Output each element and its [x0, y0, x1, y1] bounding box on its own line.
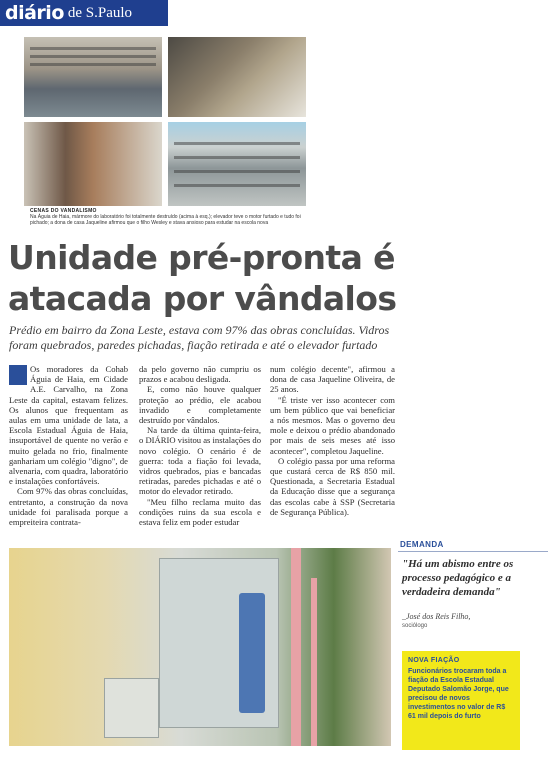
dropcap-marker: [9, 365, 27, 385]
paragraph: da pelo governo não cumpriu os prazos e acabou desligada.: [139, 364, 261, 385]
paragraph: Na tarde da última quinta-feira, o DIÁRIO visitou as instalações do novo colégio. O cenário é de guerra: toda a fiação foi levada, vidros quebrados, pias e bancadas retiradas, paredes pichadas e até o motor do elevador retirado.: [139, 425, 261, 497]
worker-figure: [239, 593, 265, 713]
paragraph: num colégio decente", afirmou a dona de casa Jaqueline Oliveira, de 25 anos.: [270, 364, 395, 395]
quote-author-role: sociólogo: [402, 623, 428, 629]
pink-pipe: [311, 578, 317, 746]
newspaper-logo-sub: de S.Paulo: [67, 4, 133, 21]
quote-author: _José dos Reis Filho,: [402, 612, 471, 621]
paragraph: Com 97% das obras concluídas, entretanto, a construção da nova unidade foi paralisada porque a empreiteira contrata-: [9, 486, 128, 528]
photo-laboratory: [24, 37, 162, 117]
pull-quote: "Há um abismo entre os processo pedagógico e a verdadeira demanda": [402, 558, 514, 598]
info-box: [402, 651, 520, 750]
article-headline: Unidade pré-pronta é atacada por vândalos: [8, 238, 397, 318]
paragraph: "É triste ver isso acontecer com um bem público que vai beneficiar a nós mesmos. Mas o governo deu mole e deixou o prédio abandonado por mais de seis meses até isso acontecer", completou Jaqueline.: [270, 394, 395, 456]
photo-elevator-shaft: [168, 37, 306, 117]
sidebar-label: DEMANDA: [400, 540, 444, 549]
paragraph: O colégio passa por uma reforma que custará cerca de R$ 850 mil. Questionada, a Secretaria Estadual da Educação disse que a segurança das escolas cabe à SSP (Secretaria de Segurança Pública).: [270, 455, 395, 517]
paragraph: Os moradores da Cohab Águia de Haia, em Cidade A.E. Carvalho, na Zona Leste da capital, estavam felizes. Os alunos que frequentam as aulas em uma unidade de lata, a Escola Estadual Águia de Haia, insuportável de quente no verão e muito gelada no frio, finalmente ganhariam um colégio "digno", de alvenaria, com quadra, laboratório e instalações confortáveis.: [9, 364, 128, 487]
newspaper-logo: diário: [5, 2, 64, 24]
sidebar-divider: [398, 551, 548, 552]
caption-text: Na Águia de Haia, mármore do laboratório foi totalmente destruído (acima à esq.); elevador teve o motor furtado e tudo foi pichado; a dona de casa Jaqueline afirmou que o filho Wesley e stava ansioso para estudar na escola nova: [30, 214, 301, 226]
article-column-2: [139, 364, 261, 527]
paragraph: "Meu filho reclama muito das condições ruins da sua escola e estava feliz em poder estudar: [139, 496, 261, 528]
photo-school-building: [168, 122, 306, 206]
article-subhead: Prédio em bairro da Zona Leste, estava com 97% das obras concluídas. Vidros foram quebrados, paredes pichadas, fiação retirada e até o elevador furtado: [9, 323, 390, 352]
info-box-title: NOVA FIAÇÃO: [408, 657, 460, 664]
cabinet-door: [104, 678, 159, 738]
pink-pipe: [291, 548, 301, 746]
paragraph: E, como não houve qualquer proteção ao prédio, ele acabou invadido e completamente destruído por vândalos.: [139, 384, 261, 426]
article-column-1: [9, 364, 128, 527]
photo-worker-at-cabinet: [9, 548, 391, 746]
caption-title: CENAS DO VANDALISMO: [30, 208, 97, 214]
photo-mother-and-son: [24, 122, 162, 206]
info-box-text: Funcionários trocaram toda a fiação da Escola Estadual Deputado Salomão Jorge, que precisou de novos investimentos no valor de R$ 61 mil depois do furto: [408, 668, 509, 720]
photo-caption: [30, 208, 306, 226]
article-column-3: [270, 364, 395, 517]
masthead: [0, 0, 168, 26]
